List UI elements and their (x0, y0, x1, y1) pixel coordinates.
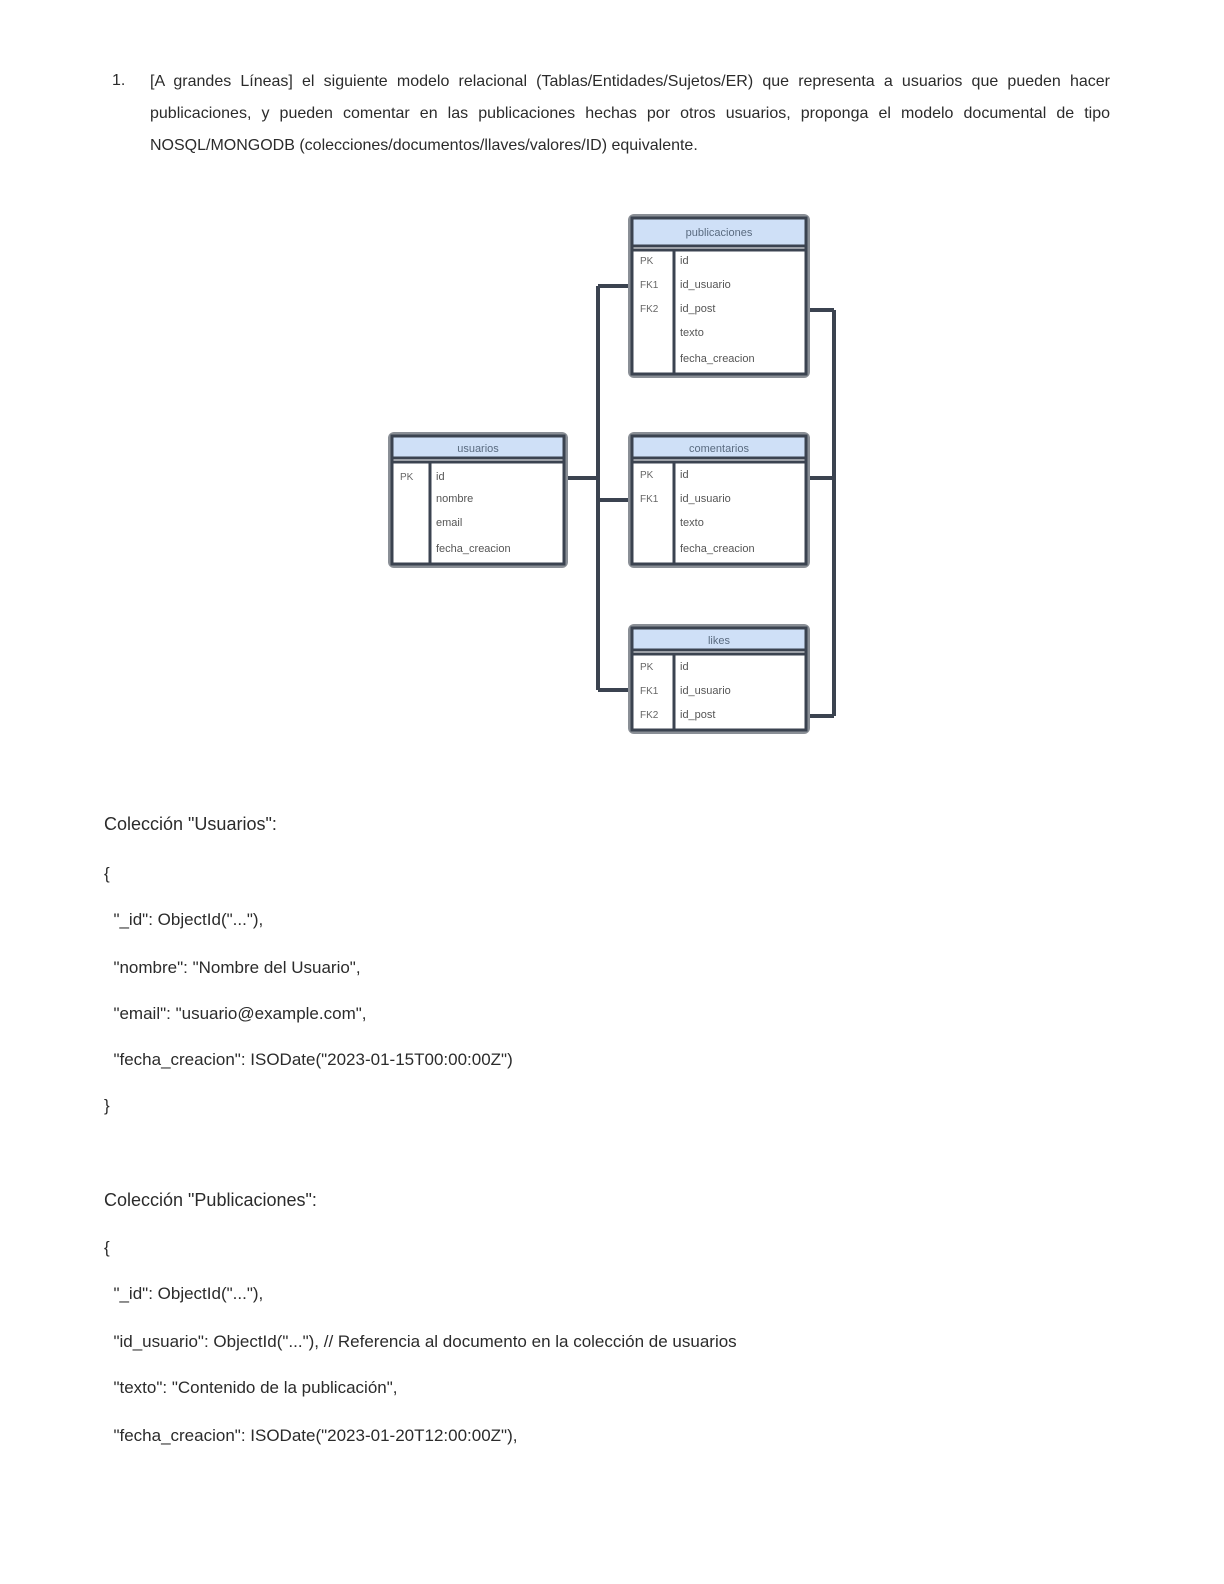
field-key: FK2 (640, 304, 659, 315)
field-key: PK (640, 470, 654, 481)
code-line: "_id": ObjectId("..."), (104, 1284, 264, 1303)
field-name: id_post (680, 709, 716, 721)
field-name: id (680, 469, 689, 481)
field-key: PK (400, 472, 414, 483)
field-name: fecha_creacion (680, 353, 755, 365)
field-name: texto (680, 517, 704, 529)
field-name: id (436, 471, 445, 483)
field-name: nombre (436, 493, 474, 505)
field-name: id_usuario (680, 279, 731, 291)
table-title-comentarios: comentarios (689, 443, 749, 455)
field-name: fecha_creacion (436, 543, 511, 555)
table-title-likes: likes (707, 635, 731, 647)
collection-heading-usuarios: Colección "Usuarios": (104, 814, 277, 834)
field-name: id_post (680, 303, 716, 315)
field-key: FK1 (640, 494, 659, 505)
question-number: 1. (112, 72, 126, 89)
field-key: FK1 (640, 280, 659, 291)
field-key: FK2 (640, 710, 659, 721)
table-title-publicaciones: publicaciones (685, 227, 753, 239)
code-line: } (104, 1096, 110, 1115)
field-name: fecha_creacion (680, 543, 755, 555)
code-line: "email": "usuario@example.com", (104, 1004, 367, 1023)
code-line: "fecha_creacion": ISODate("2023-01-20T12:00:00Z"), (104, 1426, 518, 1445)
collection-heading-publicaciones: Colección "Publicaciones": (104, 1190, 317, 1210)
er-diagram (0, 0, 1224, 760)
table-title-usuarios: usuarios (457, 443, 499, 455)
table-publicaciones (628, 214, 810, 378)
code-line: "_id": ObjectId("..."), (104, 910, 264, 929)
table-usuarios (388, 432, 568, 568)
field-name: id_usuario (680, 493, 731, 505)
field-name: email (436, 517, 463, 529)
field-name: texto (680, 327, 704, 339)
code-line: "fecha_creacion": ISODate("2023-01-15T00:00:00Z") (104, 1050, 513, 1069)
question-text: [A grandes Líneas] el siguiente modelo relacional (Tablas/Entidades/Sujetos/ER) que representa a usuarios que pueden hacer publicaciones, y pueden comentar en las publicaciones hechas por otros usuarios, proponga el modelo documental de tipo NOSQL/MONGODB (colecciones/documentos/llaves/valores/ID) equivalente. (150, 73, 1110, 154)
table-comentarios (628, 432, 810, 568)
field-name: id (680, 255, 689, 267)
code-line: "texto": "Contenido de la publicación", (104, 1378, 398, 1397)
code-line: "id_usuario": ObjectId("..."), // Referencia al documento en la colección de usuarios (104, 1332, 737, 1351)
code-line: { (104, 1238, 110, 1257)
field-name: id (680, 661, 689, 673)
code-line: { (104, 864, 110, 883)
field-key: FK1 (640, 686, 659, 697)
field-name: id_usuario (680, 685, 731, 697)
code-line: "nombre": "Nombre del Usuario", (104, 958, 361, 977)
table-likes (628, 624, 810, 734)
field-key: PK (640, 256, 654, 267)
field-key: PK (640, 662, 654, 673)
